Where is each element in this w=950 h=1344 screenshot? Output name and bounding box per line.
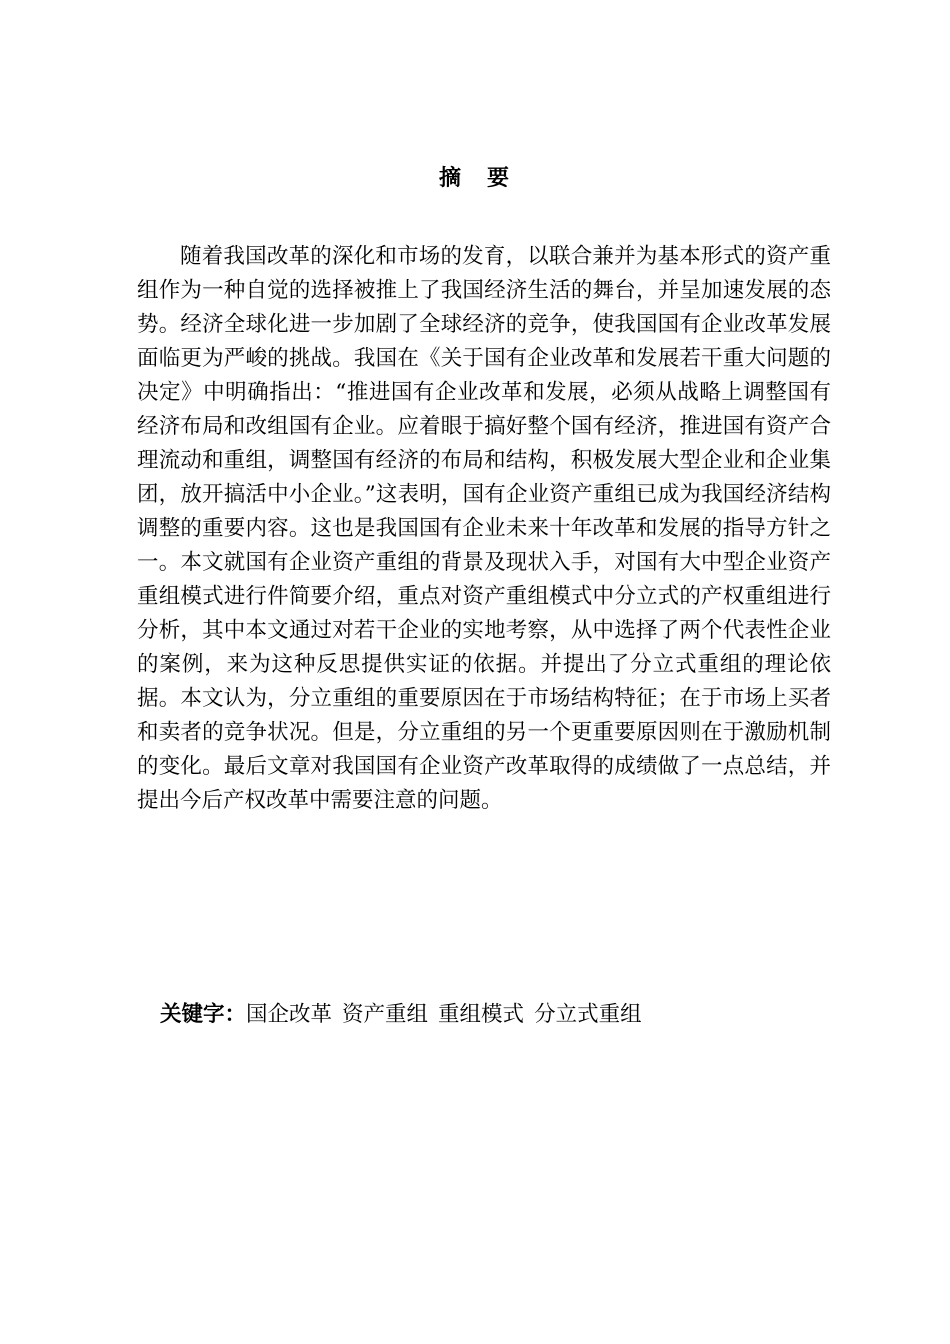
keywords-line — [160, 998, 840, 1032]
abstract-body: 随着我国改革的深化和市场的发育，以联合兼并为基本形式的资产重组作为一种自觉的选择被推上了我国经济生活的舞台，并呈加速发展的态势。经济全球化进一步加剧了全球经济的竞争，使我国国有企业改革发展面临更为严峻的挑战。我国在《关于国有企业改革和发展若干重大问题的决定》中明确指出：“推进国有企业改革和发展，必须从战略上调整国有经济布局和改组国有企业。应着眼于搞好整个国有经济，推进国有资产合理流动和重组，调整国有经济的布局和结构，积极发展大型企业和企业集团，放开搞活中小企业。”这表明，国有企业资产重组已成为我国经济结构调整的重要内容。这也是我国国有企业未来十年改革和发展的指导方针之一。本文就国有企业资产重组的背景及现状入手，对国有大中型企业资产重组模式进行件简要介绍，重点对资产重组模式中分立式的产权重组进行分析，其中本文通过对若干企业的实地考察，从中选择了两个代表性企业的案例，来为这种反思提供实证的依据。并提出了分立式重组的理论依据。本文认为，分立重组的重要原因在于市场结构特征；在于市场上买者和卖者的竞争状况。但是，分立重组的另一个更重要原因则在于激励机制的变化。最后文章对我国国有企业资产改革取得的成绩做了一点总结，并提出今后产权改革中需要注意的问题。 — [137, 244, 831, 813]
keyword-item: 重组模式 — [438, 1002, 525, 1027]
keyword-item: 资产重组 — [342, 1002, 429, 1027]
keyword-item: 国企改革 — [246, 1002, 333, 1027]
keywords-label: 关键字： — [160, 1002, 247, 1027]
keyword-item: 分立式重组 — [534, 1002, 642, 1027]
abstract-title: 摘 要 — [438, 166, 511, 191]
